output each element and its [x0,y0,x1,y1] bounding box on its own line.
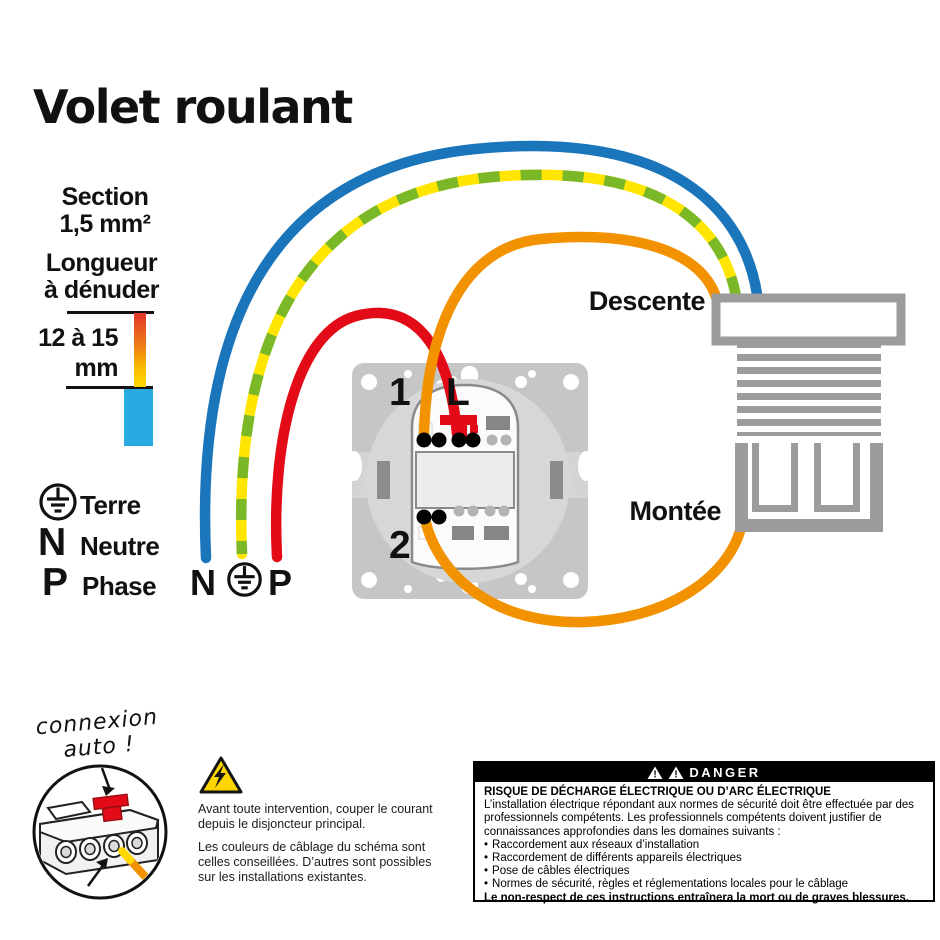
electric-warning-icon [199,755,243,795]
danger-footer: Le non-respect de ces instructions entraînera la mort ou de graves blessures. [484,891,910,904]
supply-earth-icon [226,561,263,598]
svg-text:!: ! [653,769,657,780]
claw-right [550,461,563,499]
legend-earth-label: Terre [80,490,141,520]
section-label: Section [61,183,149,211]
legend-phase-symbol: P [42,561,68,604]
danger-bullet: • Raccordement de différents appareils électriques [484,852,742,865]
supply-neutral-label: N [190,562,215,603]
wire-insulation-bar [124,389,153,446]
danger-header-text: DANGER [689,765,761,780]
danger-bullet: • Normes de sécurité, règles et réglementations locales pour le câblage [484,878,849,891]
earth-icon [38,482,78,522]
page-title: Volet roulant [33,80,352,134]
danger-title: RISQUE DE DÉCHARGE ÉLECTRIQUE OU D’ARC ÉLECTRIQUE [484,786,831,798]
auto-connection-callout: connexion auto ! [34,704,159,764]
legend-neutral-label: Neutre [80,531,160,561]
shutter-down-label: Descente [588,286,705,316]
wire-section-spec [50,184,160,238]
warning-triangle-icon [647,766,663,780]
danger-body [475,782,933,905]
danger-header [475,763,933,782]
danger-bullet: • Raccordement aux réseaux d’installation [484,838,700,851]
claw-left [377,461,390,499]
danger-bullet: • Pose de câbles électriques [484,865,630,878]
danger-box [473,761,935,902]
terminal-2-label: 2 [389,524,411,567]
stripped-copper-bar [134,313,146,387]
strip-length-value: 12 à 15 mm [38,324,118,382]
legend-neutral-symbol: N [38,521,66,564]
terminal-1-label: 1 [389,371,411,414]
supply-phase-label: P [268,562,292,603]
warning-triangle-icon [668,766,684,780]
danger-intro: L’installation électrique répondant aux normes de sécurité doit être effectuée par des professionnels compétents. Les professionnels compétents doivent justifier de connaissances approfondies dans les domaines suivants : [484,799,915,838]
section-value: 1,5 mm² [59,210,151,238]
legend-phase-label: Phase [82,571,157,601]
roller-shutter [716,298,901,532]
svg-text:!: ! [674,769,678,780]
auto-connection-illustration [30,762,170,902]
shutter-up-label: Montée [629,496,721,526]
terminal-l-label: L [446,371,470,414]
shutter-housing [716,298,901,341]
note-wire-colors: Les couleurs de câblage du schéma sont celles conseillées. D’autres sont possibles sur les installations existantes. [198,840,432,884]
window-frame [735,443,883,532]
strip-length-spec: Longueur à dénuder [44,249,159,304]
note-cut-power: Avant toute intervention, couper le courant depuis le disjoncteur principal. [198,802,433,831]
